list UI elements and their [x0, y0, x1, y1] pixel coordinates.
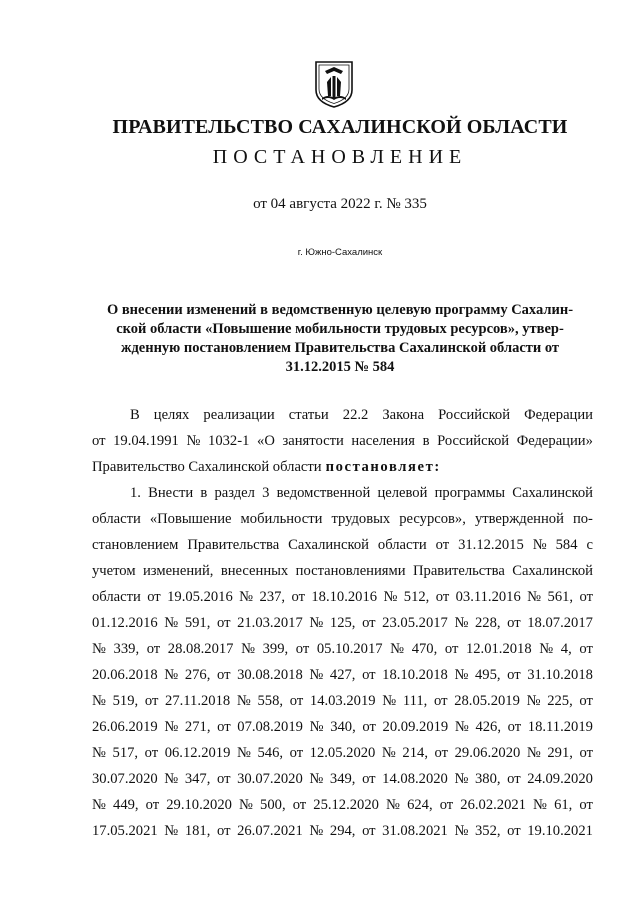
- coat-of-arms-icon: [314, 60, 354, 108]
- word: 22.2: [342, 407, 369, 423]
- word: №: [164, 615, 179, 631]
- word: 352,: [474, 823, 501, 839]
- word: 26.06.2019: [92, 719, 158, 735]
- word: 28.05.2019: [454, 693, 520, 709]
- word: мобильности: [240, 511, 323, 527]
- word: изменений,: [142, 563, 214, 579]
- word: целях: [153, 407, 190, 423]
- word: 495,: [474, 667, 501, 683]
- body-line: [92, 584, 593, 610]
- word: №: [241, 641, 256, 657]
- word: в: [200, 485, 208, 501]
- body-line: [92, 740, 593, 766]
- word: от: [295, 641, 310, 657]
- word: 3: [262, 485, 270, 501]
- word: 03.11.2016: [455, 589, 521, 605]
- word: 380,: [474, 771, 501, 787]
- word: от: [92, 433, 106, 449]
- word: Правительства: [187, 537, 280, 553]
- word: от: [362, 823, 376, 839]
- word: 449,: [113, 797, 139, 813]
- word: от: [147, 589, 161, 605]
- word: внесенных: [220, 563, 289, 579]
- word: 30.08.2018: [237, 667, 303, 683]
- word: №: [186, 433, 201, 449]
- word: от: [217, 719, 231, 735]
- government-title: ПРАВИТЕЛЬСТВО САХАЛИНСКОЙ ОБЛАСТИ: [112, 116, 568, 138]
- word: по-: [572, 511, 593, 527]
- word: Российской: [438, 407, 511, 423]
- word: Правительства: [412, 563, 505, 579]
- word: №: [381, 745, 396, 761]
- word: №: [92, 745, 106, 761]
- word: Федерации»: [516, 433, 593, 449]
- word: В: [130, 407, 140, 423]
- body-line: [92, 766, 593, 792]
- word: №: [526, 745, 541, 761]
- word: №: [386, 797, 400, 813]
- word: 29.10.2020: [166, 797, 232, 813]
- word: 61,: [554, 797, 573, 813]
- word: 30.07.2020: [92, 771, 158, 787]
- word: 25.12.2020: [313, 797, 379, 813]
- word: от: [507, 667, 521, 683]
- word: 399,: [262, 641, 289, 657]
- word: 18.10.2016: [311, 589, 378, 605]
- word: трудовых: [331, 511, 391, 527]
- body-line: [92, 636, 593, 662]
- word: №: [236, 745, 251, 761]
- body-line: [92, 818, 593, 844]
- word: от: [507, 615, 521, 631]
- word: №: [236, 693, 251, 709]
- word: утвержденной: [474, 511, 564, 527]
- word: ресурсов»,: [399, 511, 466, 527]
- word: 517,: [112, 745, 139, 761]
- word: учетом: [92, 563, 136, 579]
- word: от: [146, 641, 161, 657]
- word: №: [390, 641, 405, 657]
- word: №: [239, 797, 253, 813]
- word: №: [309, 719, 324, 735]
- body-line: [92, 558, 593, 584]
- body-line: [92, 714, 593, 740]
- word: от: [434, 745, 449, 761]
- word: Внести: [148, 485, 194, 501]
- word: 427,: [329, 667, 356, 683]
- word: от: [435, 589, 450, 605]
- word: 294,: [329, 823, 356, 839]
- word: 558,: [257, 693, 284, 709]
- body-line: [92, 792, 593, 818]
- word: 31.12.2015: [458, 537, 524, 553]
- word: 125,: [329, 615, 356, 631]
- word: 26.02.2021: [460, 797, 526, 813]
- body-line: [92, 428, 593, 454]
- word: 19.10.2021: [527, 823, 593, 839]
- subject-line: 31.12.2015 № 584: [285, 359, 395, 375]
- word: от: [507, 771, 521, 787]
- word: 12.01.2018: [465, 641, 532, 657]
- word: от: [362, 719, 376, 735]
- word: ведомственной: [276, 485, 371, 501]
- word: от: [362, 615, 376, 631]
- word: 228,: [474, 615, 501, 631]
- word: 24.09.2020: [527, 771, 593, 787]
- word: 271,: [184, 719, 211, 735]
- word: №: [539, 641, 554, 657]
- body-line: [92, 662, 593, 688]
- word: 470,: [411, 641, 438, 657]
- word: с: [586, 537, 593, 553]
- word: Российской: [437, 433, 510, 449]
- word: от: [362, 771, 376, 787]
- document-type: ПОСТАНОВЛЕНИЕ: [212, 146, 468, 168]
- word: 19.04.1991: [113, 433, 179, 449]
- word: №: [239, 589, 254, 605]
- word: 111,: [402, 693, 428, 709]
- word: области: [377, 537, 427, 553]
- word: 225,: [547, 693, 573, 709]
- word: «Повышение: [149, 511, 232, 527]
- word: Федерации: [524, 407, 593, 423]
- word: 624,: [407, 797, 433, 813]
- city-name: г. Южно-Сахалинск: [297, 247, 383, 258]
- word: №: [92, 797, 106, 813]
- word: 349,: [329, 771, 356, 787]
- word: №: [309, 667, 324, 683]
- word: от: [444, 641, 459, 657]
- word: становлением: [92, 537, 179, 553]
- word: №: [532, 537, 547, 553]
- word: от: [579, 797, 593, 813]
- word: №: [383, 589, 398, 605]
- subject-line: жденную постановлением Правительства Сахалинской области от: [120, 340, 560, 356]
- word: 20.06.2018: [92, 667, 158, 683]
- word: 14.03.2019: [309, 693, 376, 709]
- word: №: [527, 589, 542, 605]
- body-line: [92, 688, 593, 714]
- word: от: [216, 615, 231, 631]
- word: 30.07.2020: [237, 771, 303, 787]
- word: 347,: [184, 771, 211, 787]
- word: от: [144, 693, 159, 709]
- word: Сахалинской: [512, 485, 593, 501]
- word: №: [533, 797, 547, 813]
- word: от: [144, 745, 159, 761]
- word: 12.05.2020: [309, 745, 376, 761]
- word: 05.10.2017: [316, 641, 383, 657]
- word: №: [382, 693, 397, 709]
- word: №: [454, 823, 469, 839]
- word: №: [454, 615, 469, 631]
- word: в: [422, 433, 430, 449]
- word: от: [579, 641, 593, 657]
- word: от: [434, 693, 448, 709]
- word: 500,: [260, 797, 286, 813]
- body-line: [92, 480, 593, 506]
- word: 181,: [184, 823, 211, 839]
- body-line: [92, 610, 593, 636]
- word: №: [164, 771, 179, 787]
- word: Сахалинской: [288, 537, 369, 553]
- word: №: [164, 719, 179, 735]
- word: 1032-1: [208, 433, 250, 449]
- word: №: [164, 823, 179, 839]
- word: от: [579, 745, 593, 761]
- word: 546,: [257, 745, 284, 761]
- word: от: [579, 589, 593, 605]
- document-body: [92, 402, 593, 844]
- word: 26.07.2021: [237, 823, 303, 839]
- word: 31.10.2018: [527, 667, 593, 683]
- word: от: [507, 719, 522, 735]
- word: статьи: [288, 407, 329, 423]
- word: целевой: [377, 485, 428, 501]
- word: от: [216, 667, 231, 683]
- word: №: [92, 641, 106, 657]
- word: 561,: [547, 589, 574, 605]
- subject-line: О внесении изменений в ведомственную целевую программу Сахалин-: [106, 302, 574, 318]
- word: №: [454, 719, 469, 735]
- word: №: [309, 823, 324, 839]
- word: от: [579, 693, 593, 709]
- word: занятости: [282, 433, 344, 449]
- word: 14.08.2020: [382, 771, 448, 787]
- word: от: [439, 797, 454, 813]
- word: от: [216, 771, 231, 787]
- document-date-number: от 04 августа 2022 г. № 335: [253, 196, 427, 212]
- word: Закона: [382, 407, 425, 423]
- word: 20.09.2019: [382, 719, 449, 735]
- word: №: [309, 615, 324, 631]
- word: от: [362, 667, 376, 683]
- word: от: [145, 797, 160, 813]
- word: 4,: [560, 641, 572, 657]
- subject-line: ской области «Повышение мобильности трудовых ресурсов», утвер-: [116, 321, 564, 337]
- body-line: [92, 506, 593, 532]
- word: №: [164, 667, 179, 683]
- word: 18.11.2019: [527, 719, 593, 735]
- word: 29.06.2020: [454, 745, 521, 761]
- word: от: [291, 589, 305, 605]
- word: 07.08.2019: [237, 719, 303, 735]
- word: 276,: [184, 667, 211, 683]
- word: от: [289, 745, 304, 761]
- word: области: [92, 589, 141, 605]
- word: от: [507, 823, 521, 839]
- word: 519,: [112, 693, 139, 709]
- document-subject: [98, 301, 582, 377]
- word: «О: [257, 433, 275, 449]
- word: от: [292, 797, 307, 813]
- word: 426,: [475, 719, 501, 735]
- word: 340,: [330, 719, 356, 735]
- word: программы: [434, 485, 506, 501]
- word: населения: [351, 433, 415, 449]
- word: 31.08.2021: [382, 823, 448, 839]
- word: 17.05.2021: [92, 823, 158, 839]
- word: №: [309, 771, 324, 787]
- word: №: [526, 693, 541, 709]
- word: 237,: [259, 589, 286, 605]
- word: реализации: [203, 407, 275, 423]
- word: 18.07.2017: [527, 615, 593, 631]
- word: 214,: [402, 745, 428, 761]
- word: от: [216, 823, 231, 839]
- word: 291,: [547, 745, 573, 761]
- resolution-keyword: постановляет:: [325, 459, 441, 475]
- body-line: [92, 532, 593, 558]
- word: №: [92, 693, 106, 709]
- word: раздел: [214, 485, 255, 501]
- word: 1.: [130, 485, 141, 501]
- word: 23.05.2017: [382, 615, 448, 631]
- body-line: [92, 454, 593, 480]
- preamble-text: Правительство Сахалинской области: [92, 459, 322, 475]
- word: 584: [555, 537, 578, 553]
- word: 01.12.2016: [92, 615, 158, 631]
- word: от: [435, 537, 450, 553]
- word: №: [454, 771, 469, 787]
- word: 21.03.2017: [237, 615, 303, 631]
- word: области: [92, 511, 141, 527]
- word: 28.08.2017: [167, 641, 234, 657]
- word: 06.12.2019: [164, 745, 231, 761]
- word: 339,: [113, 641, 140, 657]
- word: 591,: [184, 615, 211, 631]
- word: 27.11.2018: [165, 693, 231, 709]
- word: от: [289, 693, 304, 709]
- word: постановлениями: [295, 563, 406, 579]
- word: 512,: [403, 589, 430, 605]
- word: №: [454, 667, 469, 683]
- word: Сахалинской: [512, 563, 593, 579]
- word: 18.10.2018: [382, 667, 448, 683]
- word: 19.05.2016: [167, 589, 233, 605]
- body-line: [92, 402, 593, 428]
